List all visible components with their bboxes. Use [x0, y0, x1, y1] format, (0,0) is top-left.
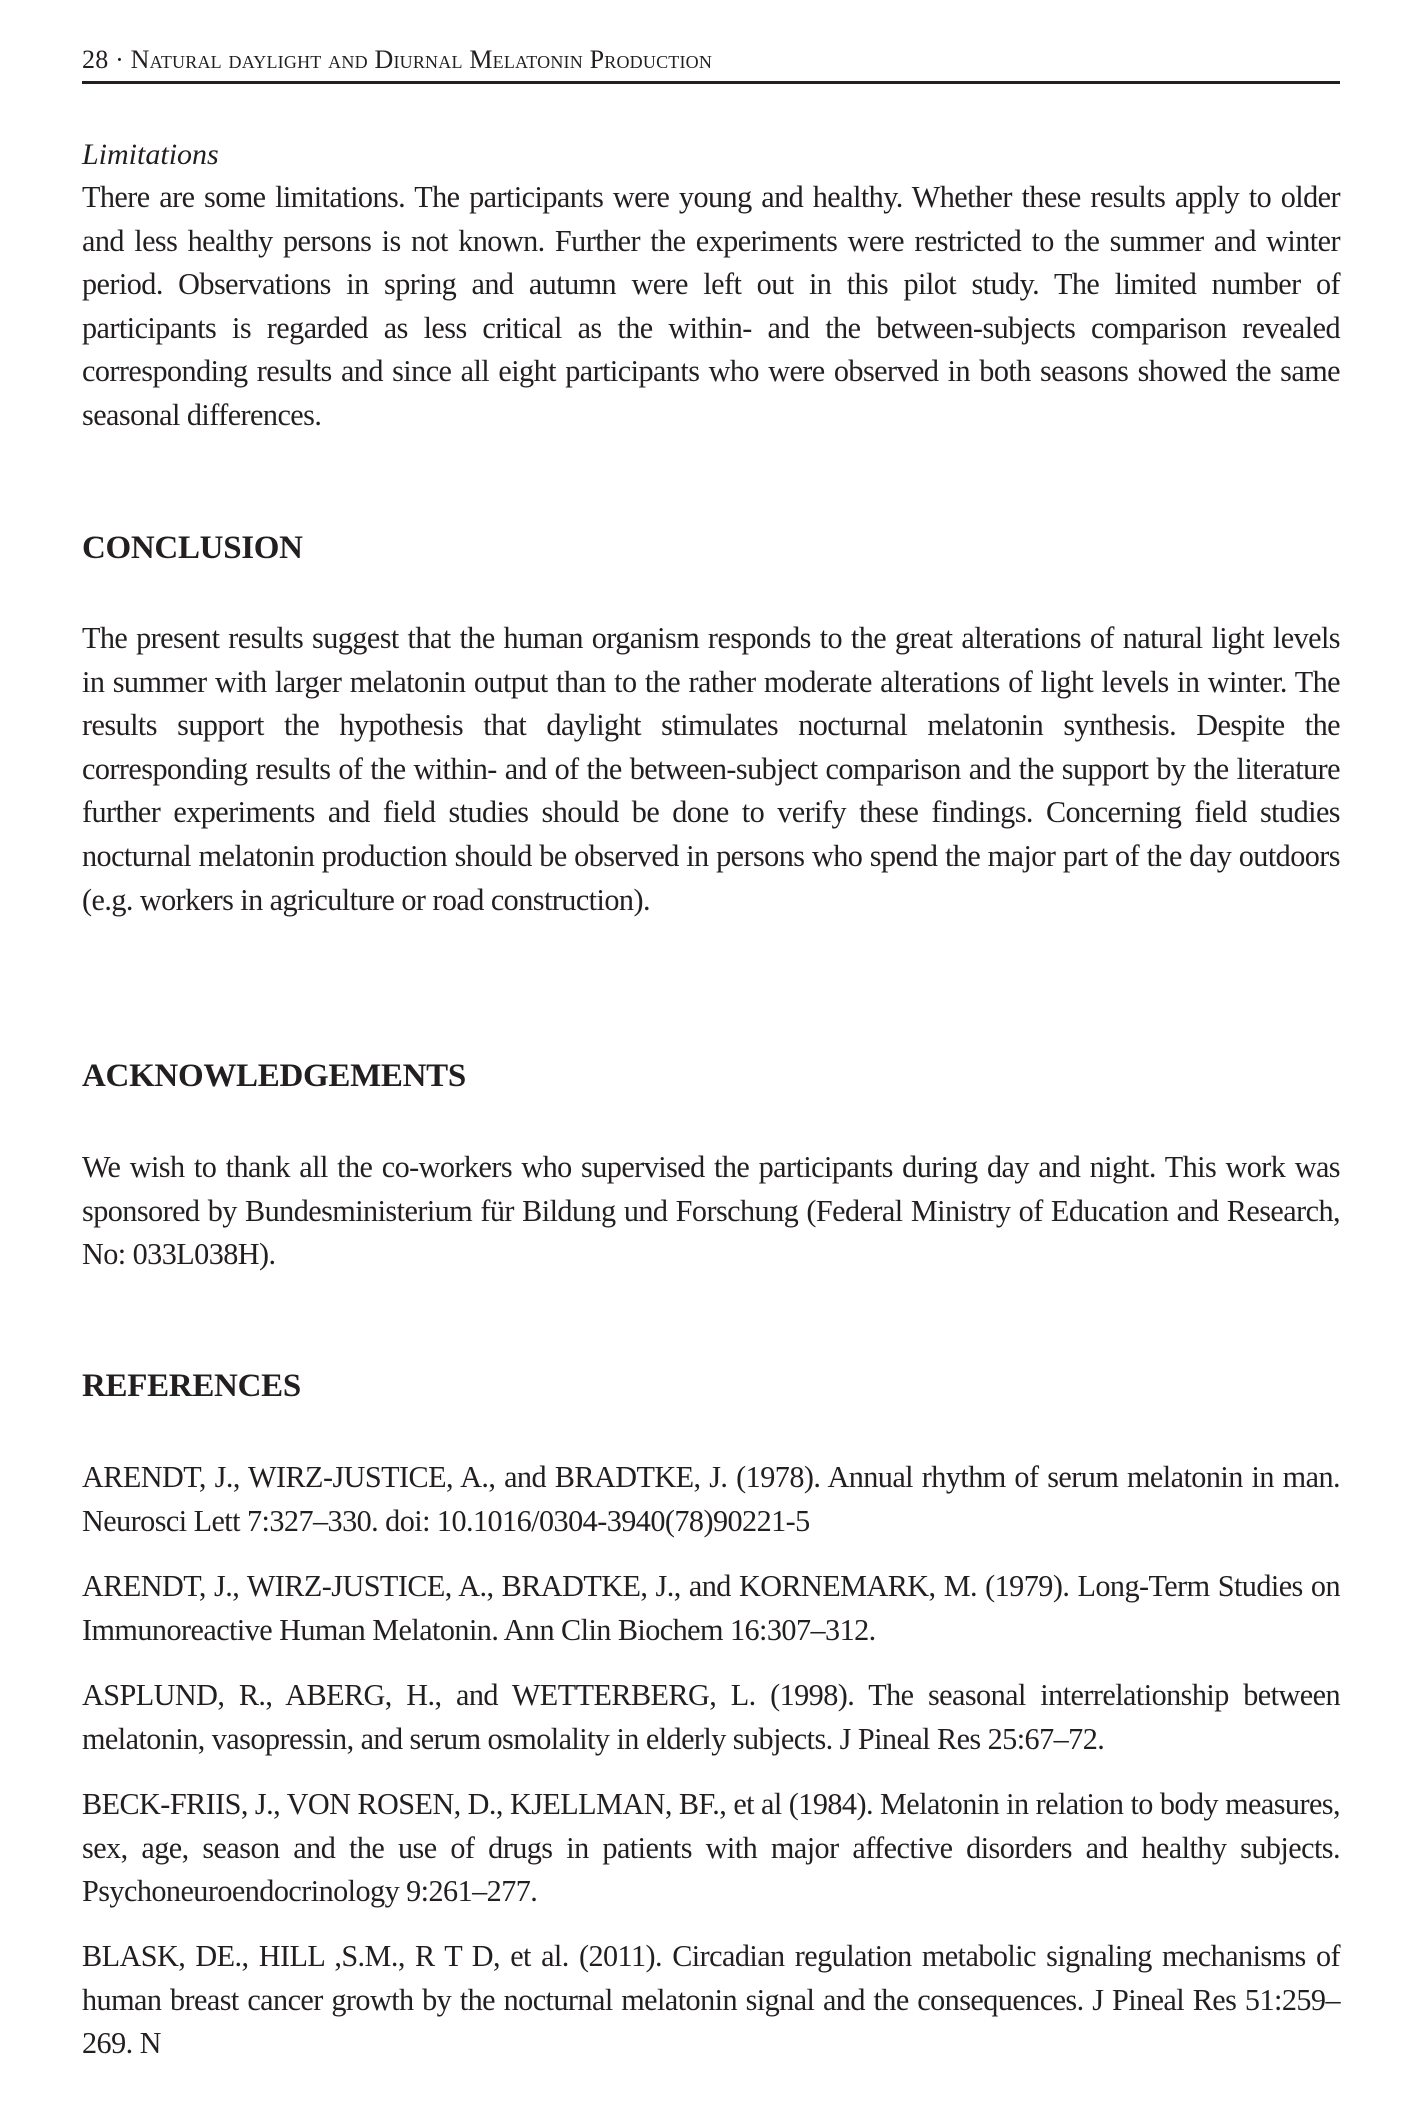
acknowledgements-paragraph: We wish to thank all the co-workers who supervised the participants during day and night. This work was sponsored by Bundesministerium für Bildung und Forschung (Federal Ministry of Education and Research, No: 033L038H). [82, 1150, 1340, 1272]
reference-item: ASPLUND, R., ABERG, H., and WETTERBERG, L. (1998). The seasonal interrelationship between melatonin, vasopressin, and serum osmolality in elderly subjects. J Pineal Res 25:67–72. [82, 1678, 1340, 1756]
limitations-subheading: Limitations [82, 138, 219, 171]
reference-item: ARENDT, J., WIRZ-JUSTICE, A., and BRADTKE, J. (1978). Annual rhythm of serum melatonin in man. Neurosci Lett 7:327–330. doi: 10.1016/0304-3940(78)90221-5 [82, 1460, 1340, 1538]
running-header [82, 44, 712, 76]
running-title: Natural daylight and Diurnal Melatonin Production [130, 45, 713, 74]
conclusion-heading: CONCLUSION [82, 530, 303, 566]
references-heading: REFERENCES [82, 1368, 301, 1404]
page-number: 28 [82, 45, 109, 74]
header-separator: · [115, 45, 124, 74]
limitations-paragraph: There are some limitations. The participants were young and healthy. Whether these results apply to older and less healthy persons is not known. Further the experiments were restricted to the summer and winter period. Observations in spring and autumn were left out in this pilot study. The limited number of participants is regarded as less critical as the within- and the between-subjects comparison revealed corresponding results and since all eight participants who were observed in both seasons showed the same seasonal differences. [82, 180, 1340, 432]
reference-item: BECK-FRIIS, J., VON ROSEN, D., KJELLMAN, BF., et al (1984). Melatonin in relation to body measures, sex, age, season and the use of drugs in patients with major affective disorders and healthy subjects. Psychoneuroendocrinology 9:261–277. [82, 1787, 1340, 1909]
reference-item: BLASK, DE., HILL ,S.M., R T D, et al. (2011). Circadian regulation metabolic signaling mechanisms of human breast cancer growth by the nocturnal melatonin signal and the consequences. J Pineal Res 51:259–269. N [82, 1939, 1340, 2061]
acknowledgements-heading: ACKNOWLEDGEMENTS [82, 1058, 466, 1094]
header-rule [82, 81, 1340, 84]
conclusion-paragraph: The present results suggest that the human organism responds to the great alterations of natural light levels in summer with larger melatonin output than to the rather moderate alterations of light levels in winter. The results support the hypothesis that daylight stimulates nocturnal melatonin synthesis. Despite the corresponding results of the within- and of the between-subject comparison and the support by the literature further experiments and field studies should be done to verify these findings. Concerning field studies nocturnal melatonin production should be observed in persons who spend the major part of the day outdoors (e.g. workers in agriculture or road construction). [82, 621, 1340, 917]
reference-item: ARENDT, J., WIRZ-JUSTICE, A., BRADTKE, J., and KORNEMARK, M. (1979). Long-Term Studies on Immunoreactive Human Melatonin. Ann Clin Biochem 16:307–312. [82, 1569, 1340, 1647]
